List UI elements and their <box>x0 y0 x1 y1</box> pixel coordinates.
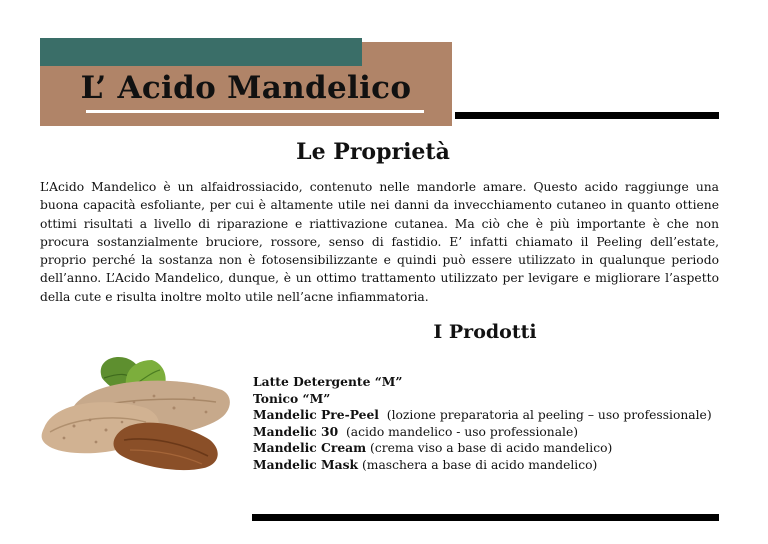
products-heading: I Prodotti <box>433 321 537 343</box>
page-title: L’ Acido Mandelico <box>80 70 412 106</box>
banner-accent-bar <box>40 38 362 66</box>
product-item: Mandelic Cream (crema viso a base di acido mandelico) <box>253 440 613 456</box>
properties-paragraph: L’Acido Mandelico è un alfaidrossiacido, contenuto nelle mandorle amare. Questo acido raggiunge una buona capacità esfoliante, per cui è altamente utile nei danni da invecchiamento cutaneo in quanto ottiene ottimi risultati a livello di riparazione e riattivazione cutanea. Ma ciò che è più importante è che non procura sostanzialmente bruciore, rossore, senso di fastidio. E’ infatti chiamato il Peeling dell’estate, proprio perché la sostanza non è fotosensibilizzante e quindi può essere utilizzato in qualunque periodo dell’anno. L’Acido Mandelico, dunque, è un ottimo trattamento utilizzato per levigare e migliorare l’aspetto della cute e risulta inoltre molto utile nell’acne infiammatoria. <box>40 180 719 304</box>
products-list <box>253 374 723 474</box>
product-item: Mandelic Mask (maschera a base di acido mandelico) <box>253 456 598 472</box>
banner-divider-line <box>86 110 424 113</box>
bottom-rule <box>252 514 719 521</box>
product-item: Tonico “M” <box>253 390 331 406</box>
product-item: Latte Detergente “M” <box>253 374 403 389</box>
top-rule <box>455 112 719 119</box>
product-item: Mandelic 30 (acido mandelico - uso professionale) <box>253 423 579 439</box>
almonds-image <box>34 356 244 476</box>
product-item: Mandelic Pre-Peel (lozione preparatoria al peeling – uso professionale) <box>253 407 712 423</box>
properties-heading: Le Proprietà <box>296 139 450 165</box>
